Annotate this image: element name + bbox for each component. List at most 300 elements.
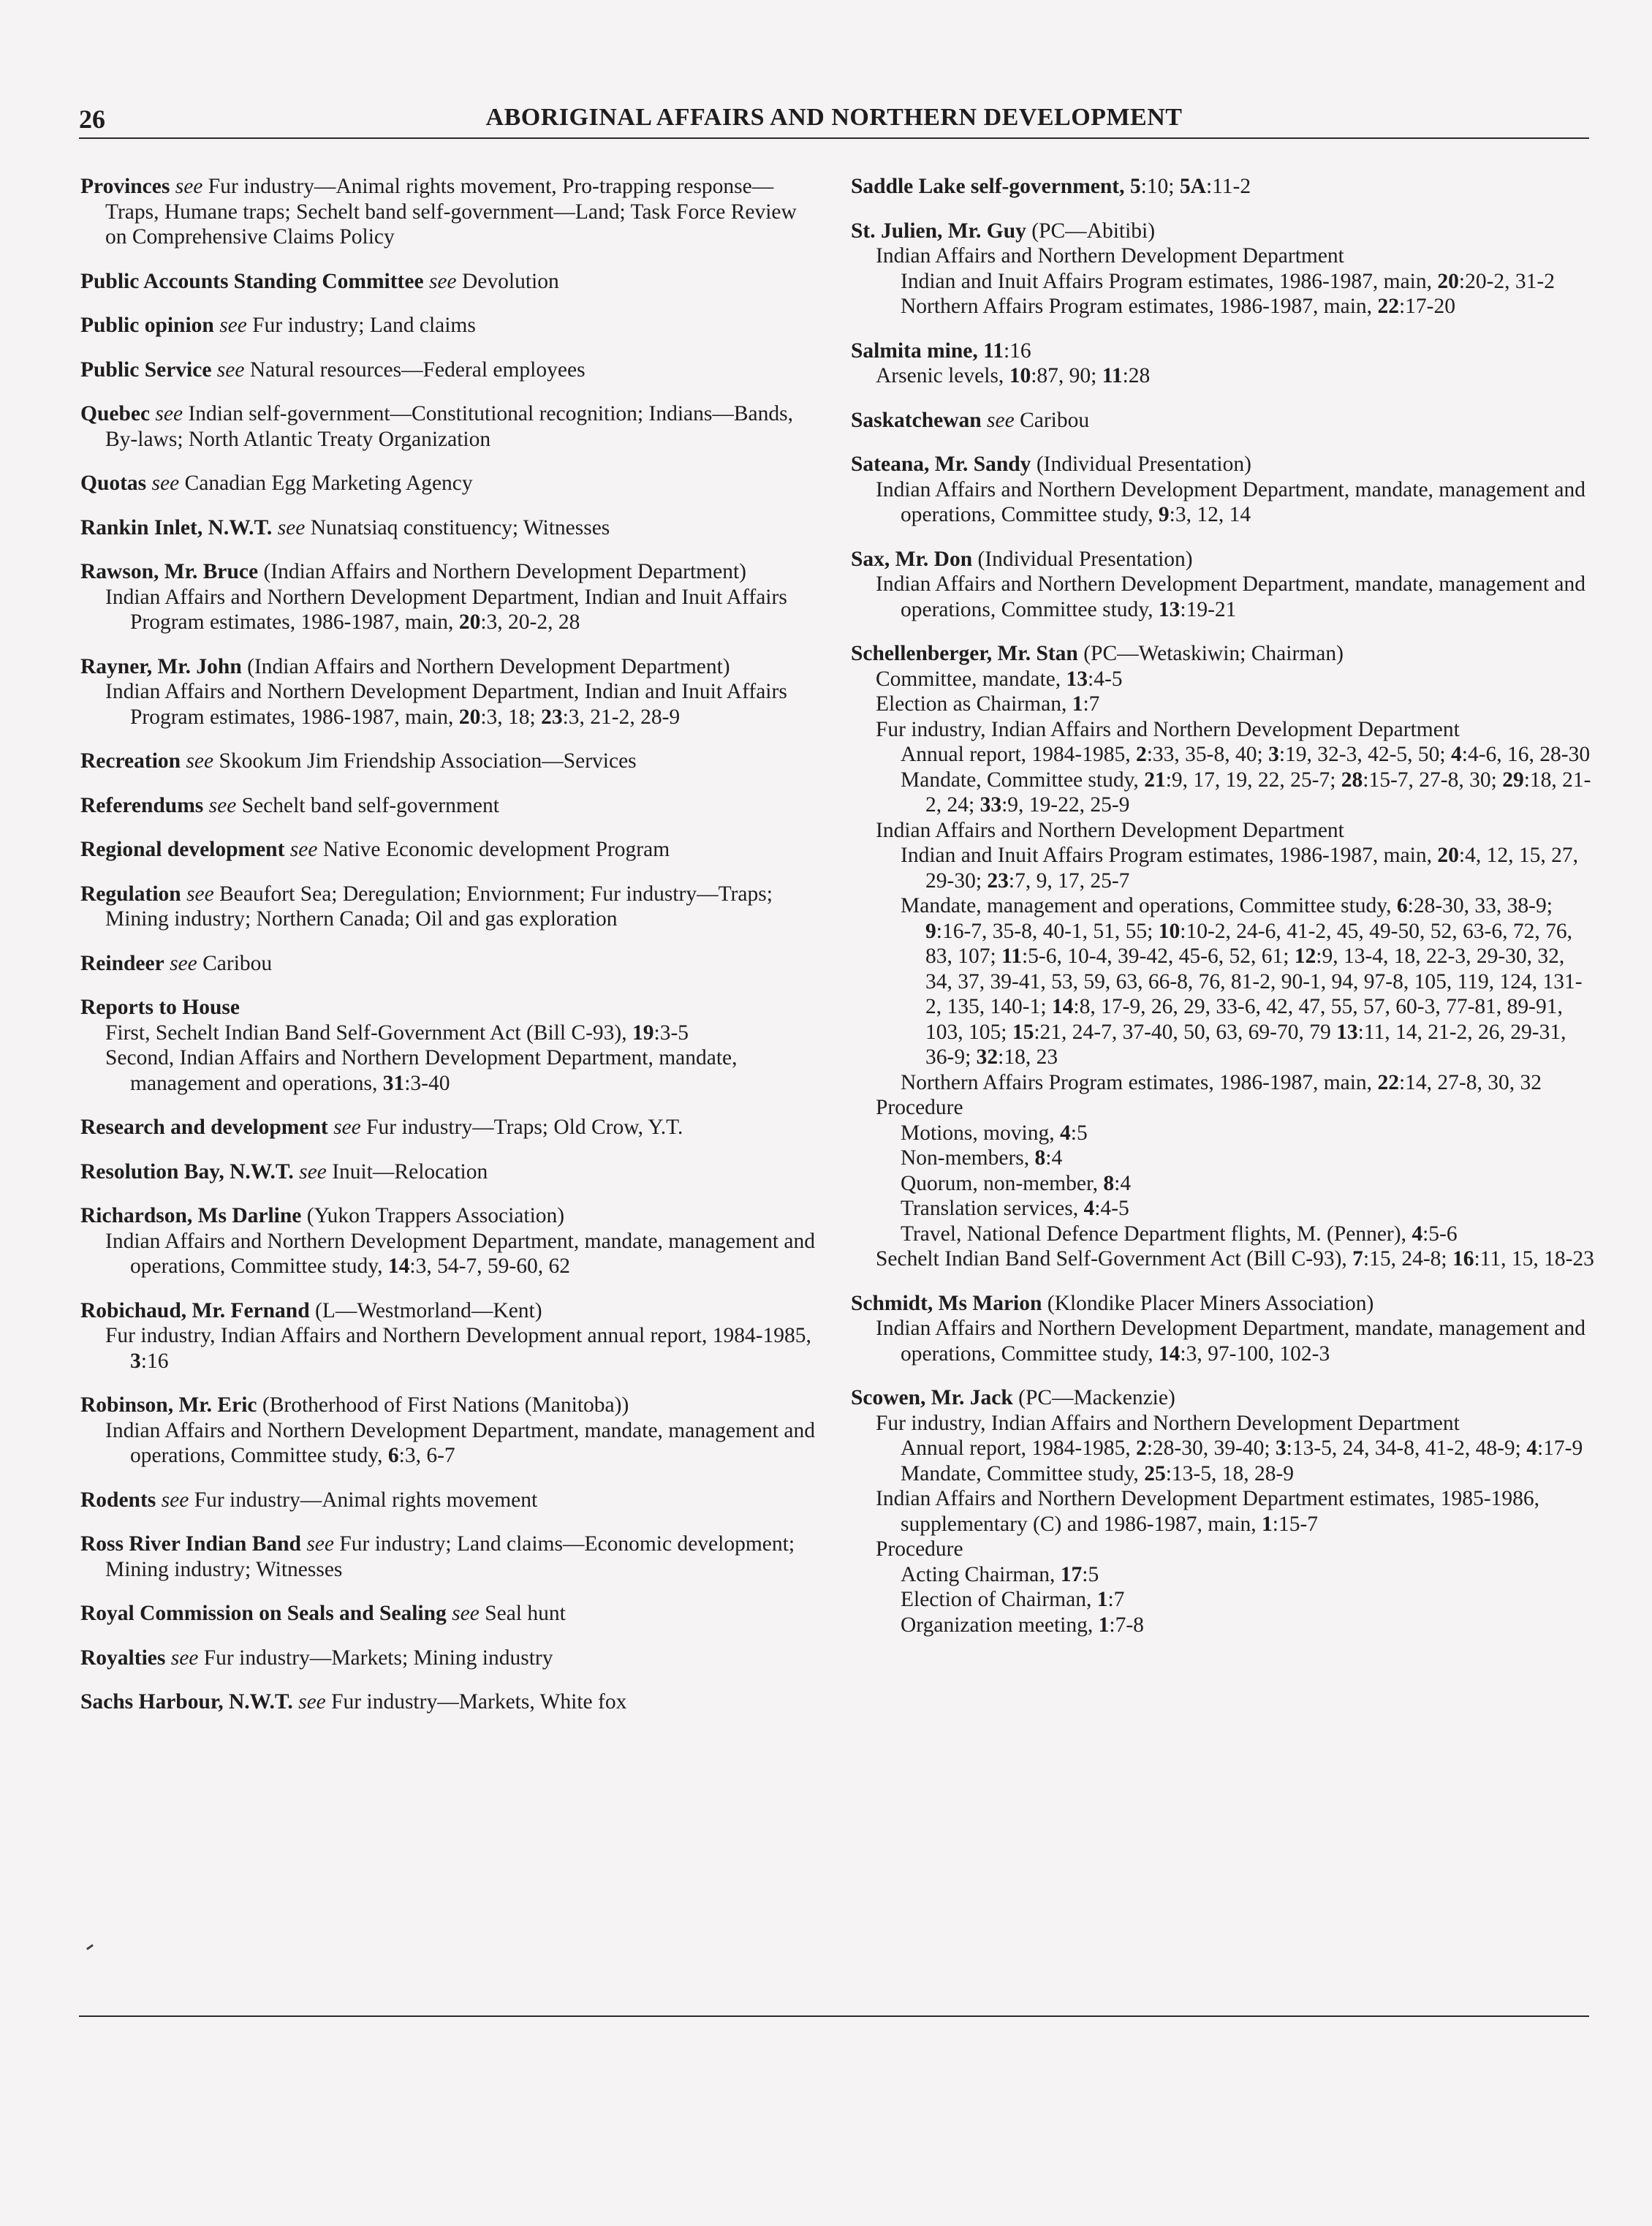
entry-text: (Brotherhood of First Nations (Manitoba)) (257, 1393, 629, 1417)
entry-text: :5-6, 10-4, 39-42, 45-6, 52, 61; (1021, 944, 1295, 968)
entry-subentry-line (851, 1562, 1596, 1588)
entry-subentry-line (851, 667, 1596, 692)
entry-text: Acting Chairman, (901, 1562, 1061, 1586)
entry-text: :11, 14, 21-2, 26, 29-31, 36-9; (925, 1020, 1566, 1069)
index-entry (80, 749, 819, 774)
bold-text: 9 (1158, 503, 1170, 526)
see-reference: see (186, 882, 214, 906)
entry-text (181, 882, 186, 906)
entry-subentry-line (851, 1146, 1596, 1171)
bold-text: Royal Commission on Seals and Sealing (80, 1602, 447, 1625)
entry-text: Procedure (876, 1537, 963, 1561)
bold-text: 14 (1051, 995, 1074, 1018)
entry-text (982, 409, 987, 432)
entry-text: Quorum, non-member, (901, 1171, 1104, 1195)
bold-text: Robinson, Mr. Eric (80, 1393, 257, 1417)
index-entry (80, 1203, 819, 1279)
index-entry (80, 1646, 819, 1671)
entry-text: (L—Westmorland—Kent) (309, 1298, 542, 1322)
entry-text: Indian Affairs and Northern Development Department estimates, 1985-1986, supplementary (C) and 1986-1987, main, (876, 1487, 1539, 1536)
bold-text: Referendums (80, 793, 204, 817)
bold-text: Sachs Harbour, N.W.T. (80, 1690, 293, 1714)
entry-heading-line (80, 559, 819, 585)
entry-text: Fur industry; Land claims (246, 314, 476, 337)
entry-heading-line (80, 1689, 819, 1715)
entry-text: Election of Chairman, (901, 1588, 1097, 1611)
bold-text: Provinces (80, 175, 170, 198)
bold-text: 1 (1262, 1512, 1273, 1536)
bold-text: 1 (1096, 1588, 1108, 1611)
entry-heading-line (851, 219, 1596, 244)
entry-text: :8, 17-9, 26, 29, 33-6, 42, 47, 55, 57, 60-3, 77-81, 89-91, 103, 105; (925, 995, 1563, 1044)
entry-text: :3, 6-7 (398, 1444, 455, 1467)
entry-text: Indian Affairs and Northern Development Department, Indian and Inuit Affairs Program estimates, 1986-1987, main, (105, 680, 787, 729)
entry-text: Seal hunt (479, 1602, 566, 1625)
running-head: ABORIGINAL AFFAIRS AND NORTHERN DEVELOPMENT (485, 104, 1183, 131)
bold-text: 17 (1060, 1562, 1083, 1586)
entry-text: :7-8 (1109, 1613, 1144, 1637)
page-header (79, 96, 1589, 139)
entry-text: Canadian Egg Marketing Agency (179, 472, 473, 495)
entry-text: Native Economic development Program (317, 838, 670, 861)
entry-text: Fur industry—Markets, White fox (325, 1690, 627, 1714)
bold-text: Schmidt, Ms Marion (851, 1291, 1042, 1315)
bold-text: Rankin Inlet, N.W.T. (80, 515, 273, 540)
index-entry (80, 1159, 819, 1185)
see-reference: see (299, 1159, 327, 1184)
entry-text: (PC—Mackenzie) (1012, 1386, 1175, 1409)
entry-subentry-line (851, 818, 1596, 844)
entry-text: Arsenic levels, (876, 364, 1009, 387)
bold-text: 29 (1502, 768, 1524, 792)
see-reference: see (170, 951, 197, 975)
bold-text: 21 (1144, 768, 1166, 792)
entry-text: Mandate, management and operations, Committee study, (901, 894, 1397, 917)
entry-heading-line (80, 1393, 819, 1418)
entry-text (170, 175, 175, 198)
index-entry (80, 1393, 819, 1469)
entry-heading-line (80, 995, 819, 1021)
see-reference: see (306, 1532, 334, 1556)
entry-text: Caribou (197, 951, 273, 975)
entry-text: :4-6, 16, 28-30 (1461, 743, 1591, 766)
index-entry (80, 1532, 819, 1582)
bold-text: Research and development (80, 1116, 328, 1139)
entry-subentry-line (851, 717, 1596, 743)
bold-text: Recreation (80, 749, 181, 773)
index-entry (851, 338, 1596, 389)
index-entry (80, 269, 819, 295)
entry-text: Indian self-government—Constitutional recognition; Indians—Bands, By-laws; North Atlantic Treaty Organization (105, 402, 793, 451)
entry-text: :3, 20-2, 28 (480, 610, 580, 634)
index-entry (851, 1385, 1596, 1638)
index-entry (80, 174, 819, 250)
bold-text: Public Accounts Standing Committee (80, 269, 424, 293)
index-entry (80, 654, 819, 730)
bold-text: Saskatchewan (851, 408, 982, 432)
entry-text: (Yukon Trappers Association) (301, 1204, 565, 1227)
entry-text: :16 (140, 1349, 169, 1373)
bold-text: 14 (387, 1254, 410, 1278)
index-entry (80, 471, 819, 496)
bold-text: Quotas (80, 472, 147, 495)
bold-text: Public Service (80, 357, 212, 382)
entry-text: :18, 23 (998, 1045, 1058, 1069)
entry-text: Nunatsiaq constituency; Witnesses (305, 515, 610, 540)
bold-text: 7 (1352, 1247, 1363, 1271)
entry-subentry-line (851, 1436, 1596, 1461)
see-reference: see (175, 175, 203, 198)
bold-text: 13 (1336, 1020, 1358, 1044)
bold-text: 33 (980, 793, 1002, 817)
bold-text: Ross River Indian Band (80, 1532, 301, 1556)
index-entry (851, 1291, 1596, 1367)
entry-text: :3, 54-7, 59-60, 62 (409, 1254, 570, 1278)
see-reference: see (216, 357, 245, 382)
entry-text: :21, 24-7, 37-40, 50, 63, 69-70, 79 (1034, 1020, 1337, 1044)
bold-text: 3 (1275, 1436, 1287, 1460)
index-entry (80, 1488, 819, 1513)
bold-text: 22 (1377, 295, 1399, 318)
entry-text: :28 (1122, 364, 1151, 387)
bold-text: 6 (387, 1444, 399, 1467)
entry-subentry-line (851, 1095, 1596, 1121)
entry-heading-line (80, 401, 819, 452)
entry-text: Motions, moving, (901, 1121, 1060, 1145)
bold-text: Public opinion (80, 314, 214, 337)
bold-text: Reindeer (80, 951, 164, 975)
entry-text: :4 (1114, 1171, 1132, 1195)
entry-text: Annual report, 1984-1985, (901, 743, 1136, 766)
entry-text (164, 952, 170, 975)
index-entry (80, 951, 819, 977)
entry-text: Beaufort Sea; Deregulation; Enviornment; Fur industry—Traps; Mining industry; Northern Canada; Oil and gas exploration (105, 882, 773, 931)
index-column-left (80, 174, 819, 1734)
entry-text: Mandate, Committee study, (901, 1461, 1145, 1485)
see-reference: see (428, 269, 457, 293)
see-reference: see (289, 838, 318, 861)
entry-text: :17-9 (1537, 1436, 1583, 1460)
entry-text: :16 (1003, 338, 1031, 363)
index-entry (80, 357, 819, 383)
entry-text: :15, 24-8; (1363, 1247, 1452, 1271)
entry-text: Indian and Inuit Affairs Program estimates, 1986-1987, main, (901, 844, 1438, 867)
bold-text: Rawson, Mr. Bruce (80, 560, 259, 583)
entry-text: :28-30, 33, 38-9; (1407, 894, 1553, 917)
entry-text: Indian Affairs and Northern Development Department, Indian and Inuit Affairs Program estimates, 1986-1987, main, (105, 585, 787, 634)
index-entry (851, 547, 1596, 623)
bold-text: 23 (987, 868, 1009, 893)
entry-text: Devolution (456, 269, 559, 293)
entry-heading-line (80, 654, 819, 680)
index-entry (851, 641, 1596, 1272)
entry-text: Fur industry—Traps; Old Crow, Y.T. (360, 1116, 683, 1139)
index-entry (80, 559, 819, 635)
entry-subentry-line (851, 1316, 1596, 1366)
bold-text: 20 (458, 610, 481, 634)
entry-heading-line (851, 174, 1596, 200)
entry-text: :18, 21-2, 24; (925, 768, 1591, 817)
see-reference: see (161, 1488, 189, 1512)
entry-text (424, 270, 429, 293)
entry-text: :19-21 (1180, 597, 1237, 621)
entry-heading-line (80, 313, 819, 338)
entry-text: Sechelt Indian Band Self-Government Act (Bill C-93), (876, 1247, 1353, 1271)
entry-subentry-line (851, 692, 1596, 717)
index-entry (80, 313, 819, 338)
entry-text: :20-2, 31-2 (1458, 269, 1555, 293)
index-entry (80, 995, 819, 1096)
entry-subentry-line (851, 1070, 1596, 1096)
entry-text: Translation services, (901, 1197, 1084, 1220)
entry-text: :14, 27-8, 30, 32 (1398, 1070, 1542, 1094)
entry-subentry-line (851, 572, 1596, 622)
entry-text: Northern Affairs Program estimates, 1986-1987, main, (901, 295, 1378, 318)
index-entry (851, 219, 1596, 319)
bold-text: 1 (1098, 1613, 1110, 1637)
entry-heading-line (80, 1298, 819, 1324)
bold-text: 31 (382, 1071, 405, 1095)
bold-text: 22 (1377, 1070, 1399, 1094)
page-number: 26 (79, 105, 105, 134)
entry-text (165, 1646, 170, 1670)
entry-text: :10; (1140, 175, 1180, 198)
entry-text: Inuit—Relocation (326, 1159, 488, 1184)
index-entry (80, 793, 819, 819)
see-reference: see (277, 515, 306, 540)
bold-text: 3 (1268, 743, 1279, 766)
entry-text: :15-7, 27-8, 30; (1363, 768, 1503, 792)
bold-text: Schellenberger, Mr. Stan (851, 642, 1078, 665)
bold-text: 4 (1526, 1436, 1537, 1460)
index-entry (851, 174, 1596, 200)
entry-subentry-line (851, 893, 1596, 1070)
entry-text: :9, 17, 19, 22, 25-7; (1165, 768, 1341, 792)
entry-subentry-line (80, 585, 819, 635)
entry-subentry-line (851, 477, 1596, 528)
entry-text: :3, 21-2, 28-9 (562, 705, 681, 729)
entry-text: :11-2 (1205, 175, 1251, 198)
bold-text: 11 (1102, 364, 1123, 387)
bold-text: Scowen, Mr. Jack (851, 1386, 1013, 1409)
entry-text: (Klondike Placer Miners Association) (1042, 1291, 1374, 1315)
entry-heading-line (80, 837, 819, 863)
bold-text: Salmita mine, 11 (851, 338, 1004, 363)
bold-text: 1 (1072, 692, 1083, 716)
bold-text: 12 (1294, 944, 1316, 968)
entry-subentry-line (851, 363, 1596, 389)
entry-text: :3-5 (653, 1021, 689, 1045)
index-entry (80, 1689, 819, 1715)
see-reference: see (151, 472, 180, 495)
bold-text: Robichaud, Mr. Fernand (80, 1298, 310, 1322)
bold-text: 5A (1179, 175, 1206, 198)
entry-text: Travel, National Defence Department flights, M. (Penner), (901, 1222, 1412, 1246)
entry-text: :13-5, 18, 28-9 (1165, 1461, 1295, 1485)
entry-text: :16-7, 35-8, 40-1, 51, 55; (936, 919, 1159, 943)
entry-text: Mandate, Committee study, (901, 768, 1145, 792)
entry-text: Organization meeting, (901, 1613, 1099, 1637)
entry-heading-line (80, 793, 819, 819)
entry-subentry-line (80, 1323, 819, 1374)
stray-mark (86, 1944, 94, 1950)
entry-text: :5 (1082, 1562, 1099, 1586)
entry-text (272, 516, 277, 540)
bold-text: 9 (925, 919, 936, 943)
bold-text: 4 (1083, 1197, 1095, 1220)
entry-text: Fur industry, Indian Affairs and Northern Development Department (876, 1411, 1460, 1435)
see-reference: see (186, 749, 214, 773)
entry-subentry-line (851, 1613, 1596, 1638)
see-reference: see (155, 402, 183, 425)
bold-text: Quebec (80, 402, 151, 425)
entry-text: Second, Indian Affairs and Northern Development Department, mandate, management and operations, (105, 1046, 738, 1095)
entry-text (146, 472, 151, 495)
entry-text: :7 (1083, 692, 1100, 716)
entry-heading-line (851, 408, 1596, 434)
bold-text: 19 (632, 1021, 654, 1045)
entry-text: Indian Affairs and Northern Development Department (876, 244, 1344, 268)
entry-subentry-line (851, 768, 1596, 818)
bold-text: 11 (1001, 944, 1022, 968)
entry-text: :5-6 (1422, 1222, 1458, 1246)
entry-heading-line (851, 338, 1596, 364)
entry-text: :7 (1107, 1588, 1125, 1611)
entry-text: :3, 12, 14 (1169, 503, 1251, 526)
entry-text: :28-30, 39-40; (1146, 1436, 1276, 1460)
entry-text: Sechelt band self-government (236, 793, 499, 817)
see-reference: see (333, 1116, 361, 1139)
bold-text: Rayner, Mr. John (80, 654, 242, 678)
bold-text: 8 (1034, 1146, 1046, 1170)
bold-text: Royalties (80, 1646, 166, 1670)
entry-heading-line (80, 749, 819, 774)
bold-text: Resolution Bay, N.W.T. (80, 1159, 294, 1184)
index-column-right (851, 174, 1596, 1657)
entry-text: :9, 19-22, 25-9 (1001, 793, 1130, 817)
entry-subentry-line (851, 269, 1596, 295)
index-entry (80, 837, 819, 863)
bold-text: 10 (1158, 919, 1181, 943)
entry-subentry-line (851, 843, 1596, 893)
bold-text: Sax, Mr. Don (851, 547, 973, 571)
entry-heading-line (80, 1646, 819, 1671)
bold-text: 23 (541, 705, 563, 729)
index-entry (80, 1115, 819, 1140)
entry-heading-line (80, 269, 819, 295)
entry-text (284, 838, 289, 861)
bold-text: 20 (458, 705, 481, 729)
entry-text: :4-5 (1094, 1197, 1129, 1220)
entry-heading-line (851, 1291, 1596, 1317)
entry-text: Indian Affairs and Northern Development Department (876, 818, 1344, 842)
bold-text: 25 (1144, 1461, 1166, 1485)
entry-text: Annual report, 1984-1985, (901, 1436, 1136, 1460)
entry-text: (Indian Affairs and Northern Development Department) (258, 560, 746, 583)
bold-text: 10 (1009, 364, 1031, 387)
bold-text: Sateana, Mr. Sandy (851, 453, 1031, 476)
entry-text (293, 1690, 298, 1714)
entry-text: Fur industry, Indian Affairs and Northern Development annual report, 1984-1985, (105, 1324, 811, 1347)
entry-text: :5 (1070, 1121, 1088, 1145)
entry-text: :4-5 (1088, 667, 1123, 691)
entry-heading-line (80, 471, 819, 496)
entry-subentry-line (851, 1411, 1596, 1436)
entry-subentry-line (851, 1537, 1596, 1562)
bold-text: Reports to House (80, 996, 240, 1019)
entry-heading-line (80, 1532, 819, 1582)
bold-text: 28 (1341, 768, 1363, 792)
bold-text: 4 (1412, 1222, 1423, 1246)
entry-text: Indian and Inuit Affairs Program estimates, 1986-1987, main, (901, 269, 1438, 293)
footer-rule (79, 2015, 1589, 2017)
entry-text: Procedure (876, 1096, 963, 1119)
entry-text: Indian Affairs and Northern Development Department, mandate, management and operations, Committee study, (105, 1229, 815, 1278)
bold-text: 2 (1135, 743, 1147, 766)
entry-text: Fur industry—Markets; Mining industry (198, 1646, 553, 1670)
entry-text: :17-20 (1398, 295, 1455, 318)
entry-text: First, Sechelt Indian Band Self-Government Act (Bill C-93), (105, 1021, 632, 1045)
entry-text: Indian Affairs and Northern Development Department, mandate, management and operations, Committee study, (876, 572, 1585, 621)
entry-subentry-line (851, 1461, 1596, 1487)
bold-text: Richardson, Ms Darline (80, 1204, 302, 1227)
entry-subentry-line (80, 1045, 819, 1096)
bold-text: 6 (1396, 894, 1408, 917)
entry-subentry-line (80, 1418, 819, 1469)
entry-text: :4 (1045, 1146, 1063, 1170)
entry-text: :19, 32-3, 42-5, 50; (1278, 743, 1451, 766)
entry-subentry-line (851, 1486, 1596, 1537)
index-entry (80, 1601, 819, 1627)
entry-subentry-line (851, 1171, 1596, 1197)
entry-subentry-line (851, 243, 1596, 269)
bold-text: 4 (1060, 1121, 1071, 1145)
index-entry (80, 1298, 819, 1374)
entry-text: :3-40 (404, 1071, 450, 1095)
entry-heading-line (80, 1601, 819, 1627)
bold-text: 8 (1103, 1171, 1115, 1195)
bold-text: St. Julien, Mr. Guy (851, 219, 1026, 243)
bold-text: 13 (1158, 597, 1181, 621)
entry-heading-line (80, 1488, 819, 1513)
see-reference: see (452, 1602, 480, 1625)
entry-heading-line (80, 174, 819, 250)
entry-text (203, 794, 208, 817)
entry-text: :9, 13-4, 18, 22-3, 29-30, 32, 34, 37, 39-41, 53, 59, 63, 66-8, 76, 81-2, 90-1, 94, 97-8, 105, 119, 124, 131-2, 135, 140-1; (925, 944, 1583, 1018)
entry-text: :7, 9, 17, 25-7 (1008, 868, 1130, 893)
entry-heading-line (851, 452, 1596, 477)
entry-text: Fur industry—Animal rights movement (189, 1488, 538, 1512)
index-entry (851, 408, 1596, 434)
bold-text: Regional development (80, 838, 285, 861)
entry-text: :15-7 (1272, 1512, 1319, 1536)
bold-text: 32 (976, 1045, 999, 1069)
entry-text: :10-2, 24-6, 41-2, 45, 49-50, 52, 63-6, 72, 76, 83, 107; (925, 919, 1572, 968)
entry-subentry-line (851, 1246, 1596, 1272)
entry-text: (PC—Abitibi) (1026, 219, 1156, 243)
see-reference: see (208, 793, 237, 817)
entry-text: :3, 18; (480, 705, 542, 729)
entry-text: (Indian Affairs and Northern Development Department) (241, 654, 730, 678)
see-reference: see (219, 314, 247, 337)
entry-text: (PC—Wetaskiwin; Chairman) (1077, 642, 1344, 665)
entry-heading-line (80, 882, 819, 932)
entry-text: :33, 35-8, 40; (1146, 743, 1269, 766)
bold-text: Saddle Lake self-government, 5 (851, 175, 1141, 198)
entry-text: Election as Chairman, (876, 692, 1072, 716)
entry-text: Caribou (1014, 408, 1090, 432)
entry-heading-line (80, 515, 819, 541)
